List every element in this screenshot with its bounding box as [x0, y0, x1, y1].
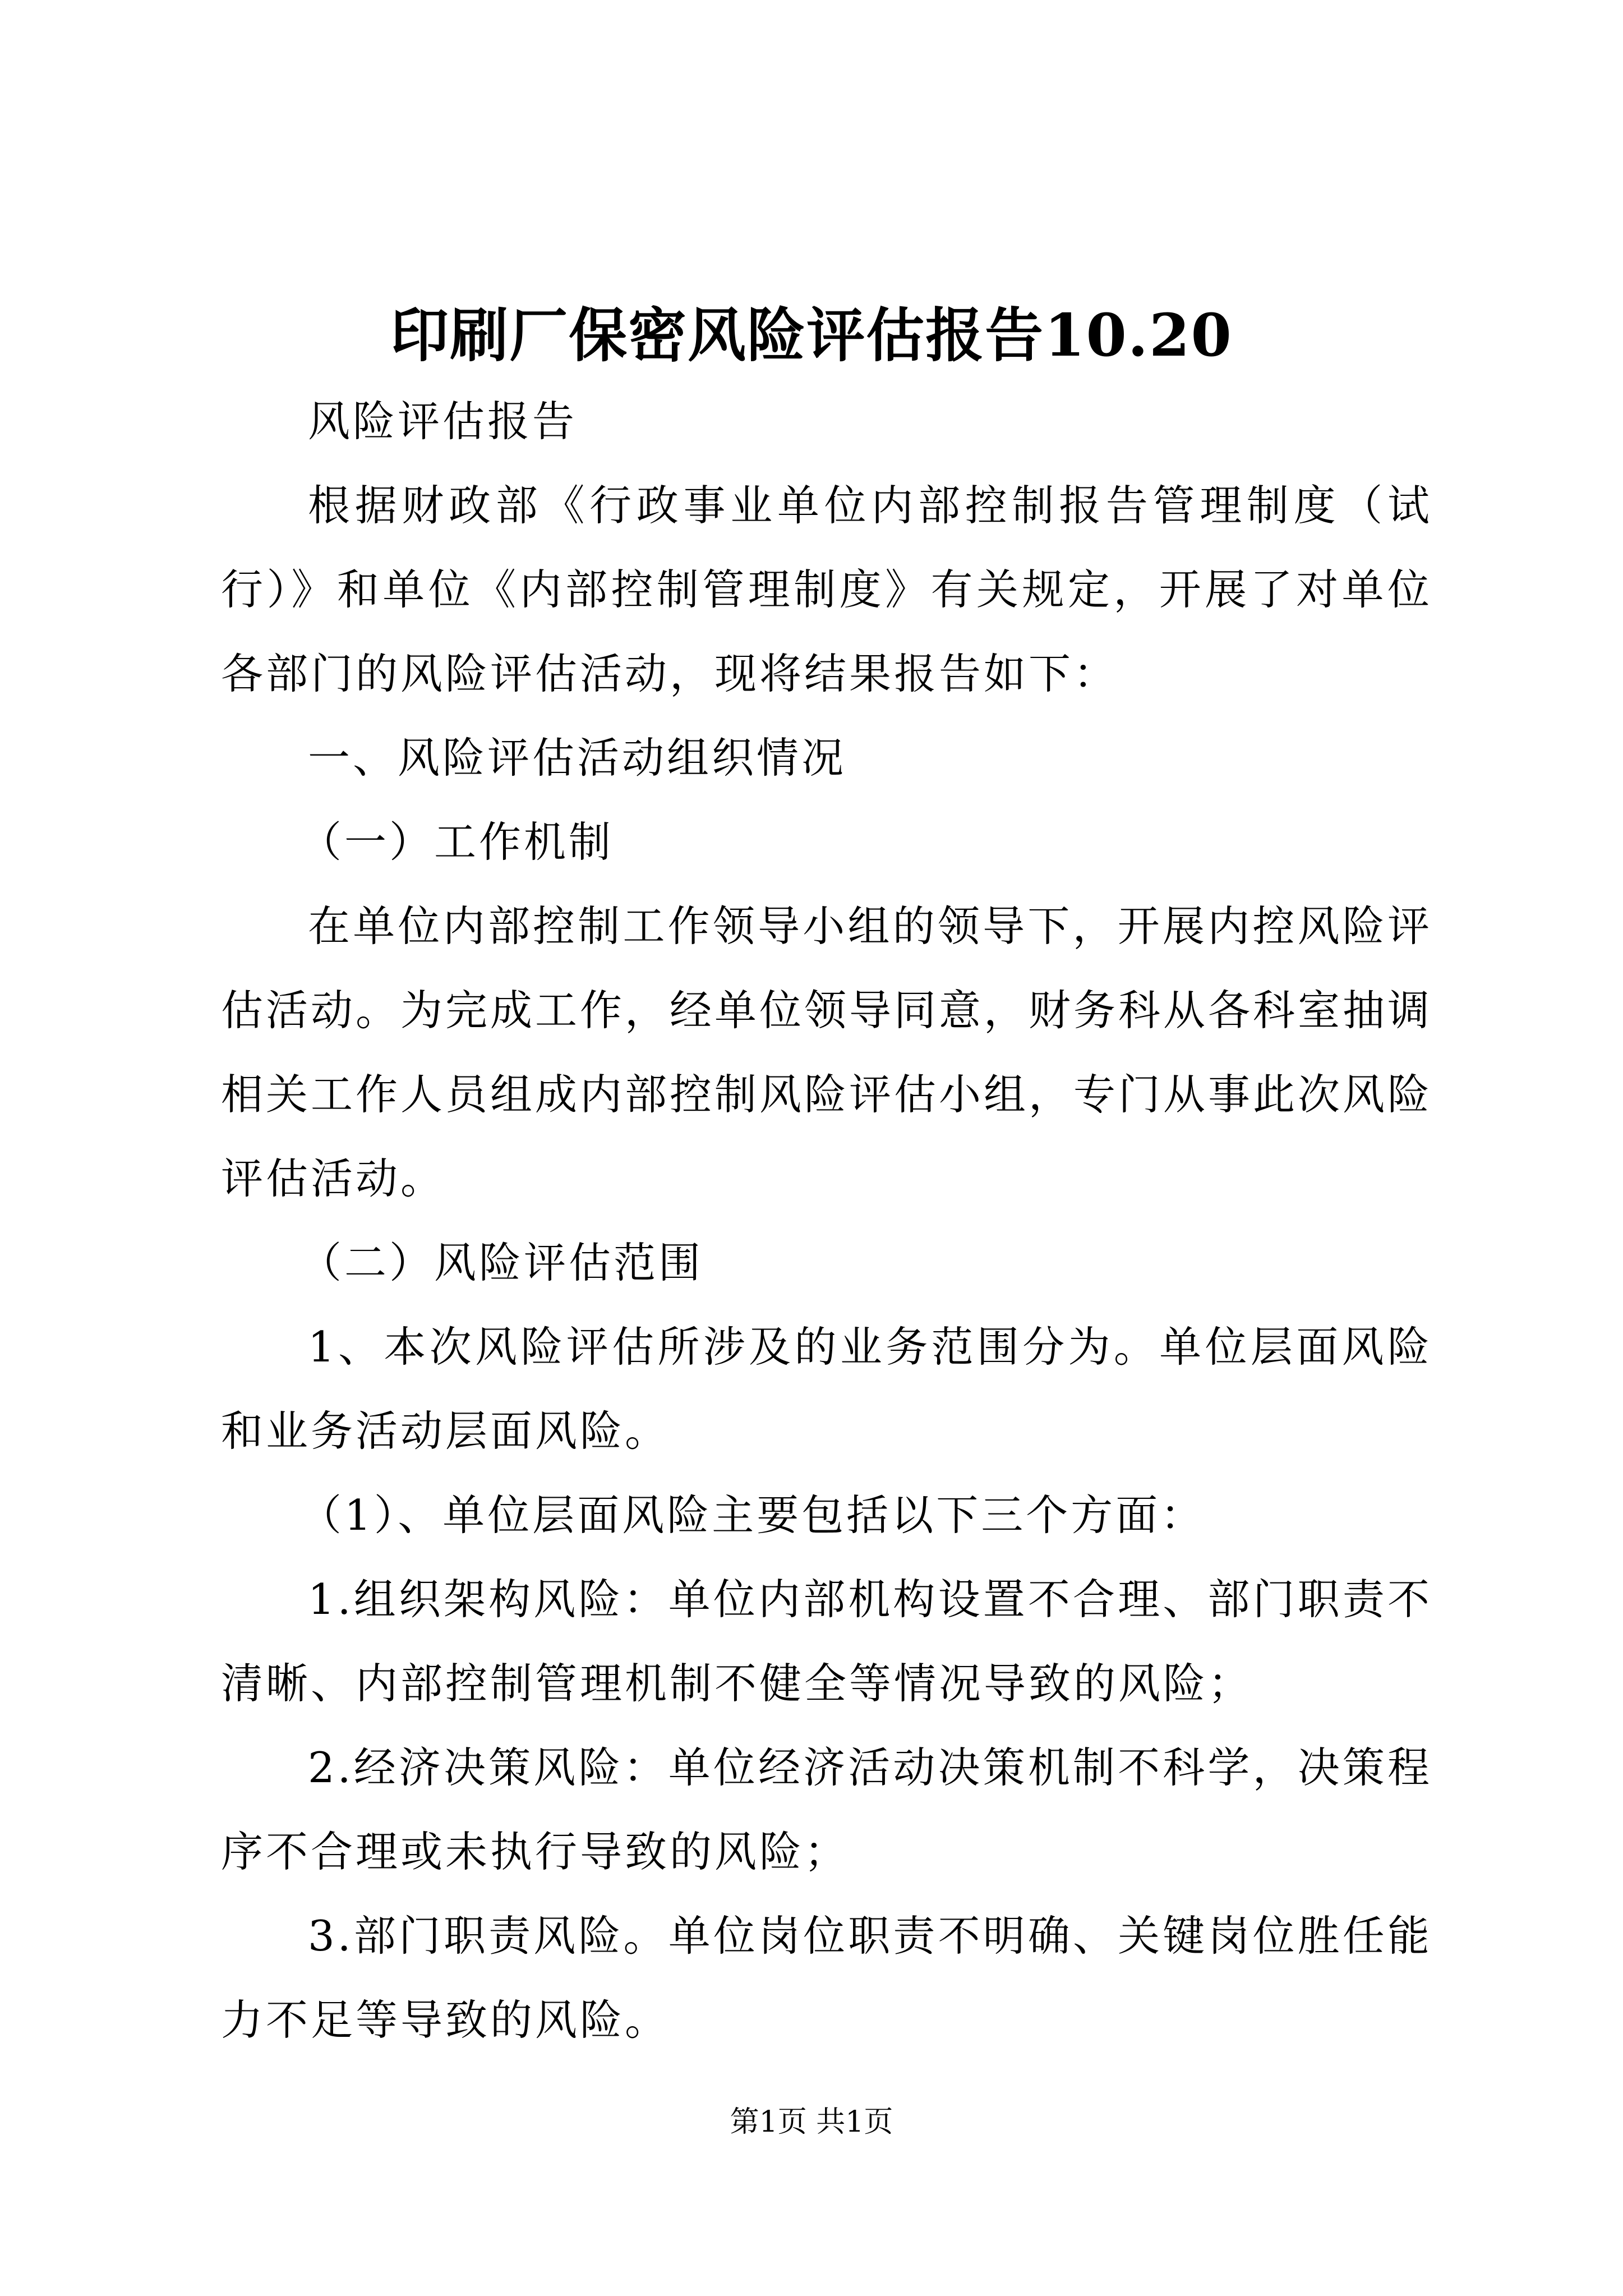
- page-footer: 第1页 共1页: [730, 2105, 893, 2139]
- document-body: [221, 379, 1432, 2062]
- paragraph-work-mechanism: 在单位内部控制工作领导小组的领导下，开展内控风险评估活动。为完成工作，经单位领导同意，财务科从各科室抽调相关工作人员组成内部控制风险评估小组，专门从事此次风险评估活动。: [221, 901, 1433, 1203]
- paragraph-scope: 1、本次风险评估所涉及的业务范围分为。单位层面风险和业务活动层面风险。: [221, 1322, 1432, 1456]
- section-heading-1: 一、风险评估活动组织情况: [308, 733, 847, 783]
- paragraph-report-heading: 风险评估报告: [308, 397, 578, 446]
- subsection-heading-work-mechanism: （一）工作机制: [299, 817, 614, 867]
- subsection-heading-scope: （二）风险评估范围: [299, 1238, 704, 1287]
- paragraph-intro: 根据财政部《行政事业单位内部控制报告管理制度（试行）》和单位《内部控制管理制度》有关规定，开展了对单位各部门的风险评估活动，现将结果报告如下：: [221, 481, 1432, 698]
- paragraph-unit-level-risk: （1）、单位层面风险主要包括以下三个方面：: [299, 1490, 1206, 1540]
- list-item-organization-risk: 1.组织架构风险：单位内部机构设置不合理、部门职责不清晰、内部控制管理机制不健全等情况导致的风险；: [221, 1575, 1432, 1708]
- document-title: 印刷厂保密风险评估报告10.20: [390, 301, 1233, 370]
- list-item-duty-risk: 3.部门职责风险。单位岗位职责不明确、关键岗位胜任能力不足等导致的风险。: [221, 1911, 1432, 2045]
- list-item-decision-risk: 2.经济决策风险：单位经济活动决策机制不科学，决策程序不合理或未执行导致的风险；: [221, 1743, 1432, 1876]
